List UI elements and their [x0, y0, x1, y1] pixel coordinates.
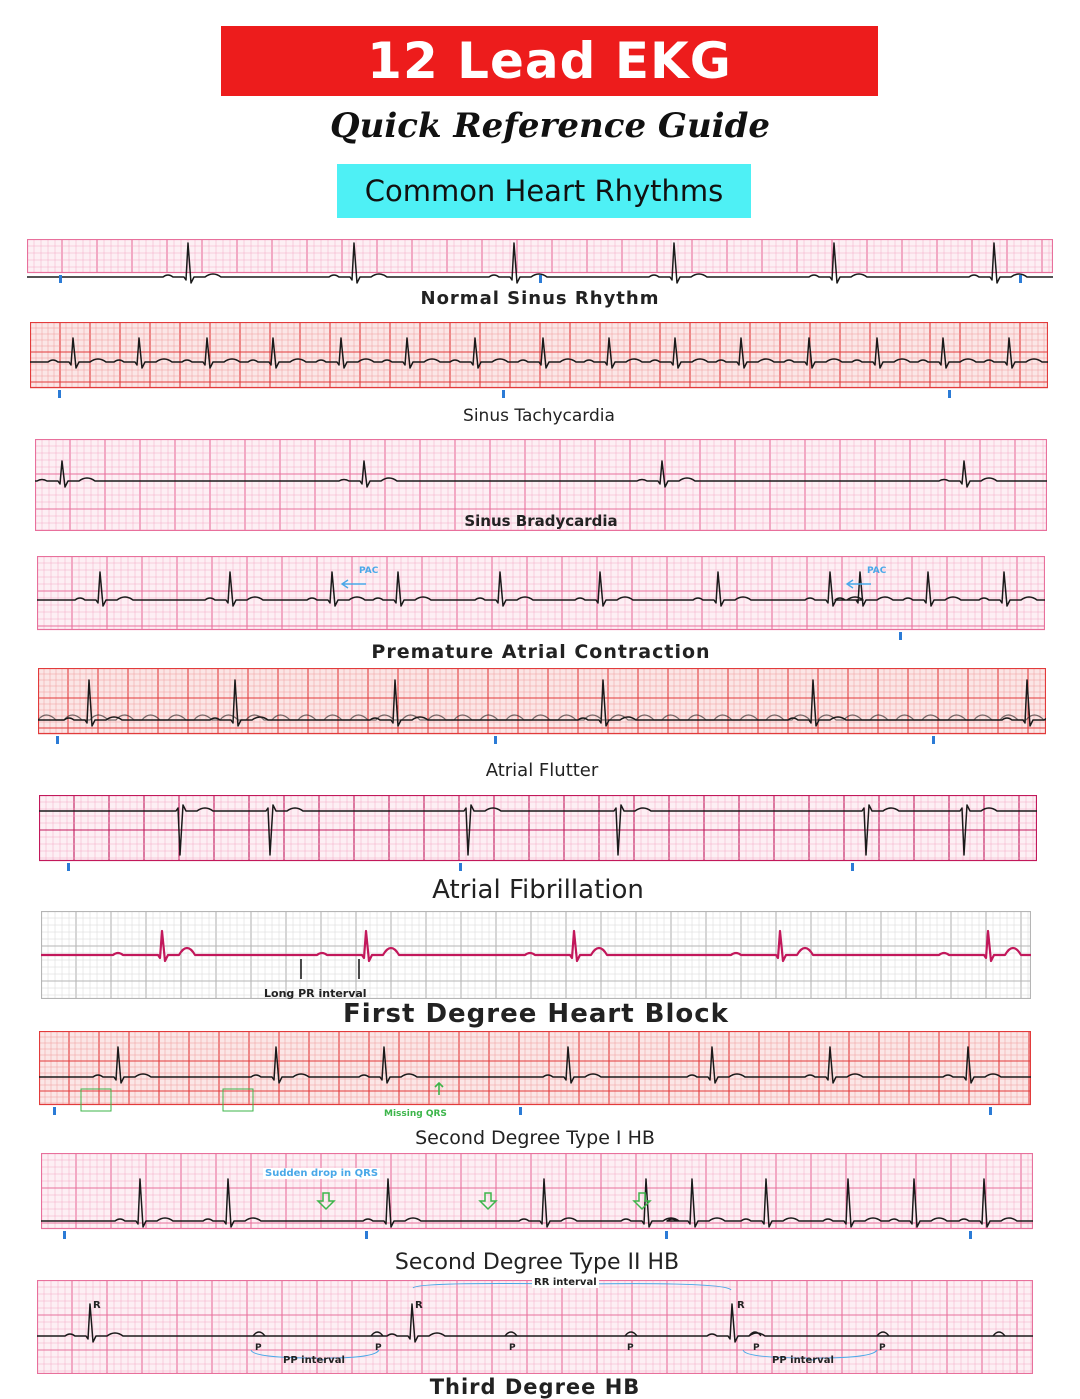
- ekg-strip-atrial-flutter-icon: [38, 668, 1046, 756]
- sudden-drop-annotation: Sudden drop in QRS: [265, 1168, 379, 1179]
- ekg-strip-third-degree-icon: [37, 1280, 1033, 1374]
- rhythm-label: Third Degree HB: [429, 1375, 641, 1399]
- r-wave-label: R: [93, 1300, 101, 1311]
- pac-annotation: PAC: [359, 566, 379, 576]
- strip-sinus-bradycardia: [35, 439, 1047, 531]
- p-wave-label: P: [255, 1343, 262, 1353]
- rhythm-label: Second Degree Type II HB: [394, 1250, 680, 1275]
- pp-interval-annotation: PP interval: [772, 1355, 834, 1366]
- ekg-strip-normal-sinus-icon: [27, 239, 1053, 291]
- rhythm-label: Normal Sinus Rhythm: [420, 288, 660, 309]
- rhythm-label: Sinus Tachycardia: [463, 406, 615, 426]
- rr-interval-annotation: RR interval: [534, 1277, 597, 1288]
- ekg-strip-pac-icon: [37, 556, 1045, 648]
- title-banner: [221, 26, 878, 96]
- rhythm-label: Atrial Fibrillation: [432, 875, 644, 905]
- r-wave-label: R: [737, 1300, 745, 1311]
- ekg-strip-sinus-tachycardia-icon: [30, 322, 1048, 400]
- p-wave-label: P: [375, 1343, 382, 1353]
- rhythm-label: Atrial Flutter: [485, 760, 599, 781]
- pp-interval-annotation: PP interval: [283, 1355, 345, 1366]
- section-heading-text: Common Heart Rhythms: [364, 174, 724, 208]
- strip-normal-sinus: [27, 239, 1053, 311]
- strip-second-degree-type2: [41, 1153, 1033, 1277]
- strip-second-degree-type1: [39, 1031, 1031, 1153]
- r-wave-label: R: [415, 1300, 423, 1311]
- pac-annotation: PAC: [867, 566, 887, 576]
- rhythm-label: Premature Atrial Contraction: [371, 641, 711, 663]
- p-wave-label: P: [627, 1343, 634, 1353]
- page-title: 12 Lead EKG: [367, 32, 732, 90]
- pr-interval-annotation: Long PR interval: [264, 987, 367, 1000]
- p-wave-label: P: [879, 1343, 886, 1353]
- ekg-strip-atrial-fibrillation-icon: [39, 795, 1037, 881]
- missing-qrs-annotation: Missing QRS: [384, 1109, 447, 1119]
- ekg-strip-second-degree-type1-icon: [39, 1031, 1031, 1123]
- rhythm-label: Second Degree Type I HB: [415, 1127, 655, 1149]
- p-wave-label: P: [753, 1343, 760, 1353]
- p-wave-label: P: [509, 1343, 516, 1353]
- strip-sinus-tachycardia: [30, 322, 1048, 426]
- strip-atrial-fibrillation: [39, 795, 1037, 907]
- rhythm-label: First Degree Heart Block: [343, 999, 729, 1029]
- strip-atrial-flutter: [38, 668, 1046, 784]
- strip-pac: [37, 556, 1045, 664]
- strip-first-degree: [41, 911, 1031, 1031]
- page-subtitle: Quick Reference Guide: [329, 106, 770, 146]
- strip-third-degree: [37, 1277, 1033, 1399]
- section-heading: [337, 164, 751, 218]
- rhythm-label: Sinus Bradycardia: [464, 512, 618, 530]
- ekg-strip-second-degree-type2-icon: [41, 1153, 1033, 1249]
- ekg-strip-first-degree-icon: [41, 911, 1031, 999]
